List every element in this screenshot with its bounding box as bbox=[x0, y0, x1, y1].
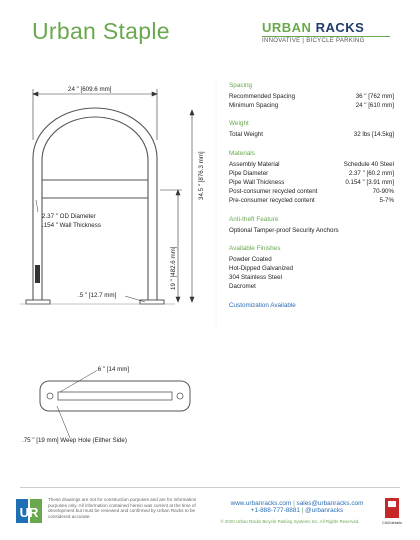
spec-label: Minimum Spacing bbox=[229, 102, 279, 110]
disclaimer-text: These drawings are not for construction purposes and are for information purposes only. All information contained herein was current at the time of development but must be reviewed and confirmed by Urban Racks to be considered accurate. bbox=[48, 497, 197, 519]
contact-info bbox=[212, 500, 382, 514]
spec-row bbox=[229, 130, 394, 139]
spec-row bbox=[229, 92, 394, 101]
finish-item: Dacromet bbox=[229, 283, 256, 291]
weep-hole-label: .75 " [19 mm] Weep Hole (Either Side) bbox=[22, 437, 127, 444]
spec-sheet bbox=[229, 82, 394, 309]
spec-value: 5-7% bbox=[379, 197, 394, 205]
finish-item: 304 Stainless Steel bbox=[229, 274, 282, 282]
pipe-od-label: 2.37 " OD Diameter bbox=[42, 213, 96, 220]
plate-hole-label: .6 " [14 mm] bbox=[96, 366, 130, 373]
finish-item: Hot-Dipped Galvanized bbox=[229, 265, 293, 273]
spec-value: 32 lbs [14.5kg] bbox=[353, 131, 394, 139]
spec-row bbox=[229, 160, 394, 169]
antitheft-text: Optional Tamper-proof Security Anchors bbox=[229, 226, 339, 234]
spec-row bbox=[229, 101, 394, 110]
spec-row bbox=[229, 178, 394, 187]
spec-value: 70-90% bbox=[372, 188, 394, 196]
logo-word-urban: URBAN bbox=[262, 20, 312, 35]
logo-word-racks: RACKS bbox=[315, 20, 365, 35]
footer-divider bbox=[20, 487, 400, 488]
base-plate-right bbox=[140, 300, 164, 304]
logo-tagline: INNOVATIVE | BICYCLE PARKING bbox=[262, 36, 390, 44]
serial-tag bbox=[35, 265, 40, 283]
spec-label: Assembly Material bbox=[229, 160, 280, 168]
wall-thickness-label: .154 " Wall Thickness bbox=[42, 222, 101, 229]
width-dimension-line bbox=[33, 89, 157, 140]
caddetails-logo-icon bbox=[382, 496, 402, 526]
copyright-text: © 2020 Urban Racks Bicycle Parking Systems Inc. All Rights Reserved. bbox=[220, 519, 360, 524]
spec-row bbox=[229, 187, 394, 196]
spec-value: Schedule 40 Steel bbox=[343, 160, 394, 168]
spec-row bbox=[229, 196, 394, 205]
section-title-finishes: Available Finishes bbox=[229, 244, 281, 252]
spec-value: 36 " [762 mm] bbox=[355, 93, 394, 100]
section-title-weight: Weight bbox=[229, 120, 249, 128]
website-link[interactable]: www.urbanracks.com bbox=[230, 500, 292, 507]
spec-value: 24 " [610 mm] bbox=[355, 102, 394, 110]
customization-link[interactable]: Customization Available bbox=[229, 301, 296, 309]
mount-hole-right bbox=[177, 393, 183, 399]
spec-label: Total Weight bbox=[229, 131, 263, 139]
total-height-label: 34.5 " [876.3 mm] bbox=[198, 151, 205, 200]
social-link[interactable]: @urbanracks bbox=[305, 507, 344, 514]
width-dimension-label: 24 " [609.6 mm] bbox=[68, 86, 112, 93]
spec-value: 0.154 " [3.91 mm] bbox=[345, 179, 394, 187]
ur-logo-icon bbox=[14, 496, 44, 526]
cad-logo-text: CADdetails bbox=[382, 520, 402, 525]
spec-label: Post-consumer recycled content bbox=[229, 188, 318, 196]
height-dimension-lines bbox=[160, 110, 194, 302]
spec-label: Recommended Spacing bbox=[229, 93, 296, 100]
contact-line-2: +1-888-777-8881 | @urbanracks bbox=[250, 507, 344, 514]
section-title-antitheft: Anti-theft Feature bbox=[229, 215, 279, 223]
contact-line-1: www.urbanracks.com | sales@urbanracks.com bbox=[230, 500, 364, 507]
crossbar bbox=[42, 180, 148, 198]
email-link[interactable]: sales@urbanracks.com bbox=[296, 500, 364, 507]
spec-label: Pre-consumer recycled content bbox=[229, 197, 315, 205]
spec-value: 2.37 " [60.2 mm] bbox=[348, 169, 394, 177]
plan-view-drawing bbox=[40, 371, 190, 438]
spec-label: Pipe Diameter bbox=[229, 169, 269, 177]
section-title-materials: Materials bbox=[229, 149, 255, 157]
section-title-spacing: Spacing bbox=[229, 82, 253, 89]
base-dimension-label: .5 " [12.7 mm] bbox=[78, 292, 117, 299]
spec-row bbox=[229, 169, 394, 178]
mount-hole-left bbox=[47, 393, 53, 399]
lower-height-label: 19 " [482.6 mm] bbox=[170, 246, 177, 290]
finish-item: Powder Coated bbox=[229, 255, 272, 263]
spec-label: Pipe Wall Thickness bbox=[229, 179, 285, 187]
base-plate-left bbox=[26, 300, 50, 304]
page-title: Urban Staple bbox=[32, 18, 170, 44]
hoop-outline-outer bbox=[33, 108, 157, 300]
ur-logo-text: UR bbox=[19, 505, 39, 520]
hoop-outline-inner bbox=[42, 117, 148, 300]
phone-link[interactable]: +1-888-777-8881 bbox=[250, 507, 300, 514]
